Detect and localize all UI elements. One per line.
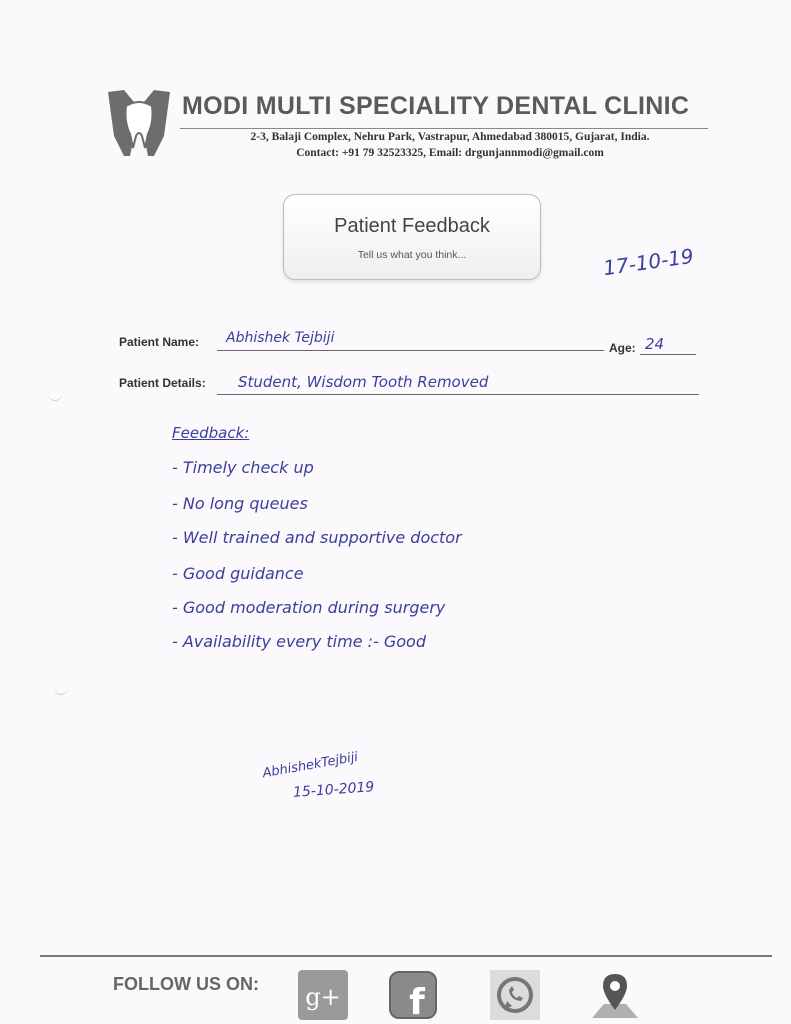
punch-hole (48, 386, 62, 401)
svg-text:g+: g+ (305, 983, 341, 1011)
age-label: Age: (609, 341, 636, 355)
patient-details-value: Student, Wisdom Tooth Removed (238, 373, 489, 391)
feedback-item: - Well trained and supportive doctor (172, 528, 462, 547)
patient-details-line (217, 394, 699, 395)
patient-name-line (217, 350, 604, 351)
feedback-item: - Good moderation during surgery (172, 598, 446, 617)
signature-date: 15-10-2019 (292, 779, 375, 801)
feedback-item: - No long queues (172, 494, 308, 513)
clinic-contact: Contact: +91 79 32523325, Email: drgunjannmodi@gmail.com (296, 147, 604, 159)
patient-name-label: Patient Name: (119, 335, 200, 349)
follow-us-label: FOLLOW US ON: (113, 974, 259, 994)
feedback-title-box (283, 194, 541, 280)
feedback-heading: Feedback: (172, 424, 250, 442)
clinic-logo (104, 86, 174, 158)
handwritten-date: 17-10-19 (601, 243, 696, 281)
clinic-address: 2-3, Balaji Complex, Nehru Park, Vastrapur, Ahmedabad 380015, Gujarat, India. (250, 131, 650, 143)
patient-name-value: Abhishek Tejbiji (226, 330, 335, 346)
patient-details-label: Patient Details: (119, 376, 206, 390)
whatsapp-icon[interactable] (490, 970, 540, 1020)
feedback-item: - Timely check up (172, 458, 314, 477)
feedback-item: - Availability every time :- Good (172, 632, 426, 651)
patient-signature: AbhishekTejbiji (261, 749, 360, 782)
age-value: 24 (645, 335, 665, 353)
age-line (640, 354, 696, 355)
facebook-icon[interactable] (388, 970, 438, 1020)
svg-text:f: f (409, 982, 425, 1020)
map-pin-icon[interactable] (590, 970, 640, 1020)
page-title: Patient Feedback (334, 215, 490, 237)
feedback-item: - Good guidance (172, 564, 304, 583)
page-subtitle: Tell us what you think... (357, 249, 467, 261)
google-plus-icon[interactable] (298, 970, 348, 1020)
punch-hole (54, 680, 68, 695)
footer-divider (40, 955, 772, 957)
clinic-name: MODI MULTI SPECIALITY DENTAL CLINIC (182, 92, 690, 120)
header-divider (180, 128, 708, 129)
